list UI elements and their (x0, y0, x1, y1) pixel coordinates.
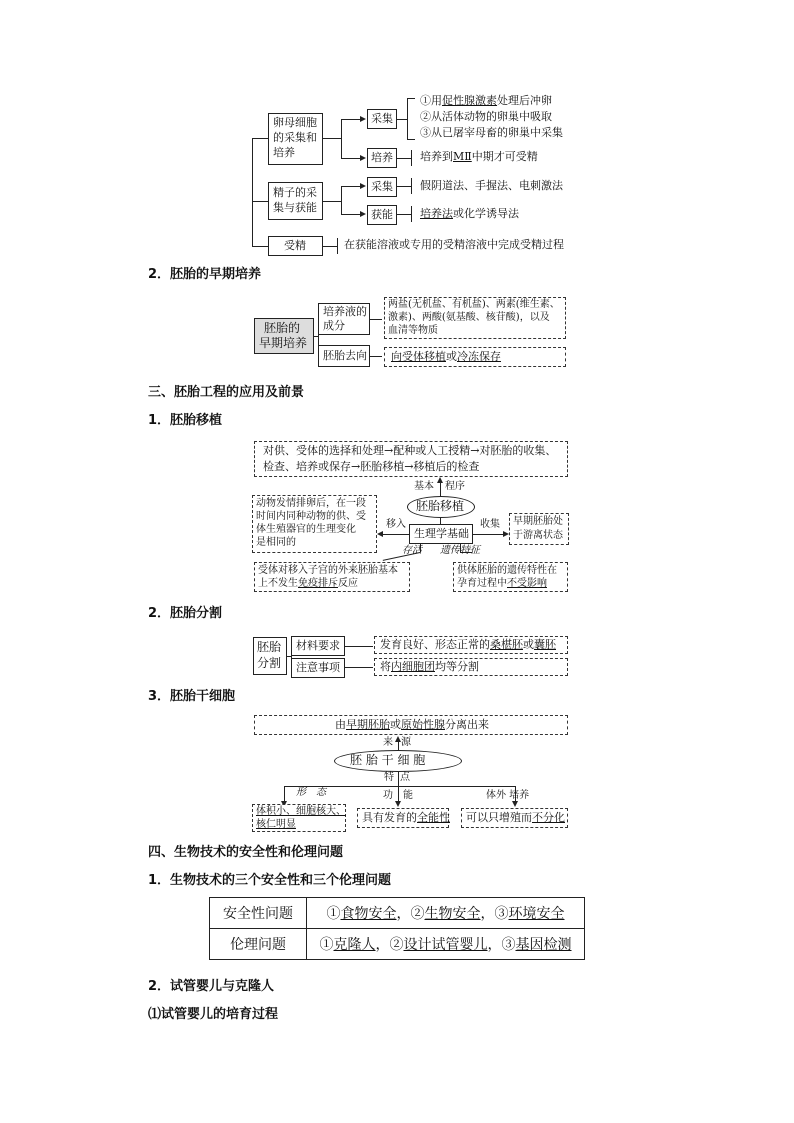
fert-text: 在获能溶液或专用的受精溶液中完成受精过程 (344, 238, 564, 251)
egg-line-2: 的采集和 (273, 131, 317, 144)
connector (284, 786, 285, 802)
note-node (291, 658, 345, 678)
connector (341, 119, 342, 159)
bottom-left-detail (254, 562, 410, 592)
morph-line-1: 体积小、细胞核大、 (256, 806, 346, 817)
left-line-3: 体生殖器官的生理变化 (256, 524, 356, 535)
connector (440, 481, 441, 497)
connector (341, 214, 361, 215)
bl-line-1: 受体对移入子宫的外来胚胎基本 (258, 565, 398, 576)
feature-label-a: 特 (384, 772, 394, 783)
culture-text: 培养到MⅡ中期才可受精 (420, 150, 538, 163)
connector (341, 186, 361, 187)
morph-detail (252, 804, 346, 832)
fert-node (268, 236, 323, 256)
sperm-collect-node (367, 177, 397, 197)
stem-source-text: 由早期胚胎或原始性腺分离出来 (335, 718, 489, 731)
connector (398, 772, 399, 786)
early-culture-line-2: 早期培养 (259, 336, 308, 350)
transfer-steps-line-1: 对供、受体的选择和处理→配种或人工授精→对胚胎的收集、 (263, 444, 557, 457)
culture-label: 培养 (371, 151, 393, 164)
connector (323, 201, 341, 202)
arrow-icon (360, 155, 366, 161)
survive-label: 存活 (402, 545, 422, 556)
connector (407, 98, 408, 140)
br-line-2: 孕育过程中不受影响 (457, 578, 547, 589)
vitro-detail (461, 808, 568, 828)
heading-ivf-process: ⑴试管婴儿的培育过程 (148, 1007, 279, 1022)
fate-detail (384, 347, 566, 367)
collect-item-3: ③从已屠宰母畜的卵巢中采集 (420, 126, 563, 139)
connector (341, 186, 342, 215)
connector (407, 98, 415, 99)
arrow-icon (360, 183, 366, 189)
connector (397, 214, 411, 215)
transfer-steps-line-2: 检查、培养或保存→胚胎移植→移植后的检查 (263, 460, 480, 473)
collect-label: 采集 (371, 112, 393, 125)
bl-line-2: 上不发生免疫排斥反应 (258, 578, 358, 589)
connector (411, 206, 412, 222)
left-line-2: 时间内同种动物的供、受 (256, 511, 366, 522)
stem-center (334, 750, 462, 772)
capacitation-text: 培养法或化学诱导法 (420, 207, 519, 220)
connector (473, 534, 503, 535)
heading-ethics: 四、生物技术的安全性和伦理问题 (148, 845, 344, 860)
split-line-1: 胚胎 (257, 640, 282, 654)
connector (411, 178, 412, 194)
heading-early-culture: 2．胚胎的早期培养 (148, 267, 262, 282)
table-label: 安全性问题 (210, 898, 307, 929)
source-label-b: 源 (401, 737, 411, 748)
func-detail (357, 808, 449, 828)
heading-split: 2．胚胎分割 (148, 606, 223, 621)
arrow-icon (360, 211, 366, 217)
program-label-b: 程序 (445, 481, 465, 492)
left-line-4: 是相同的 (256, 537, 296, 548)
arrow-icon (377, 531, 383, 537)
req-detail (374, 636, 568, 654)
collect-node (367, 109, 397, 129)
req-node (291, 636, 345, 656)
left-detail (252, 495, 377, 553)
right-detail (509, 513, 569, 545)
collect-label: 收集 (480, 519, 500, 530)
morph-label: 形 态 (296, 787, 326, 798)
arrow-icon (395, 801, 401, 807)
func-label: 功 能 (383, 790, 413, 801)
transfer-center-label: 胚胎移植 (416, 499, 465, 513)
br-line-1: 供体胚胎的遗传特性在 (457, 565, 557, 576)
fate-label: 胚胎去向 (323, 349, 367, 362)
medium-text-2: 激素)、两酸(氨基酸、核苷酸)，以及 (388, 312, 550, 323)
connector (337, 238, 338, 254)
culture-node (367, 148, 397, 168)
medium-line-1: 培养液的 (323, 305, 367, 318)
bottom-right-detail (453, 562, 568, 592)
egg-line-1: 卵母细胞 (273, 116, 317, 129)
heading-applications: 三、胚胎工程的应用及前景 (148, 385, 305, 400)
connector (370, 356, 382, 357)
medium-text-3: 血清等物质 (388, 325, 438, 336)
connector (407, 139, 415, 140)
egg-node (268, 113, 323, 165)
vitro-text: 可以只增殖而不分化 (466, 811, 565, 824)
right-line-2: 于游离状态 (513, 530, 563, 541)
req-label: 材料要求 (296, 639, 340, 652)
sperm-collect-label: 采集 (371, 180, 393, 193)
program-label-a: 基本 (414, 481, 434, 492)
fate-text: 向受体移植或冷冻保存 (391, 350, 501, 363)
func-text: 具有发育的全能性 (362, 811, 450, 824)
basis-node (409, 524, 473, 544)
connector (323, 138, 341, 139)
connector (345, 646, 373, 647)
arrow-icon (437, 477, 443, 483)
transfer-steps (254, 441, 568, 477)
capacitation-label: 获能 (371, 208, 393, 221)
connector (341, 158, 361, 159)
connector (323, 246, 337, 247)
medium-detail (384, 297, 566, 339)
heading-stem: 3．胚胎干细胞 (148, 689, 236, 704)
connector (370, 319, 382, 320)
fert-label: 受精 (284, 239, 306, 252)
connector (411, 150, 412, 166)
sperm-line-2: 集与获能 (273, 201, 317, 214)
connector (252, 138, 268, 139)
collect-item-2: ②从活体动物的卵巢中吸取 (420, 110, 552, 123)
fate-node (318, 345, 370, 367)
arrow-icon (360, 116, 366, 122)
note-text: 将内细胞团均等分割 (380, 660, 479, 673)
note-label: 注意事项 (296, 661, 340, 674)
heading-ivf: 2．试管婴儿与克隆人 (148, 979, 275, 994)
move-in-label: 移入 (386, 519, 406, 530)
connector (383, 534, 409, 535)
stem-center-label: 胚 胎 干 细 胞 (350, 753, 426, 767)
sperm-line-1: 精子的采 (273, 186, 317, 199)
inherit-label: 遗传特征 (440, 545, 480, 556)
table-value: ①克隆人，②设计试管婴儿，③基因检测 (307, 929, 585, 960)
transfer-center (407, 496, 475, 518)
morph-line-2: 核仁明显 (256, 819, 296, 830)
split-node (253, 637, 287, 675)
medium-text-1: 两盐(无机盐、有机盐)、两素(维生素、 (388, 299, 560, 310)
basis-label: 生理学基础 (414, 527, 469, 540)
req-text: 发育良好、形态正常的桑椹胚或囊胚 (380, 638, 556, 651)
vitro-label: 体外 培养 (486, 790, 530, 801)
table-row (210, 929, 585, 960)
early-culture-node (254, 318, 314, 354)
issues-table (209, 897, 585, 960)
source-label-a: 来 (383, 737, 393, 748)
connector (252, 201, 268, 202)
early-culture-line-1: 胚胎的 (264, 321, 301, 335)
arrow-icon (512, 801, 518, 807)
right-line-1: 早期胚胎处 (513, 516, 563, 527)
table-value: ①食物安全，②生物安全，③环境安全 (307, 898, 585, 929)
heading-three-issues: 1．生物技术的三个安全性和三个伦理问题 (148, 873, 392, 888)
connector (252, 246, 268, 247)
connector (397, 186, 411, 187)
feature-label-b: 点 (400, 772, 410, 783)
stem-source-box (254, 715, 568, 735)
capacitation-node (367, 205, 397, 225)
connector (341, 119, 361, 120)
sperm-node (268, 182, 323, 220)
sperm-collect-text: 假阴道法、手握法、电刺激法 (420, 179, 563, 192)
medium-node (318, 303, 370, 335)
connector (345, 667, 373, 668)
left-line-1: 动物发情排卵后，在一段 (256, 498, 366, 509)
egg-line-3: 培养 (273, 146, 295, 159)
collect-item-1: ①用促性腺激素处理后冲卵 (420, 94, 552, 107)
split-line-2: 分割 (257, 656, 282, 670)
table-row (210, 898, 585, 929)
connector (397, 158, 411, 159)
table-label: 伦理问题 (210, 929, 307, 960)
medium-line-2: 成分 (323, 319, 345, 332)
spine-line (252, 138, 253, 246)
heading-transfer: 1．胚胎移植 (148, 413, 223, 428)
connector (397, 119, 407, 120)
note-detail (374, 658, 568, 676)
